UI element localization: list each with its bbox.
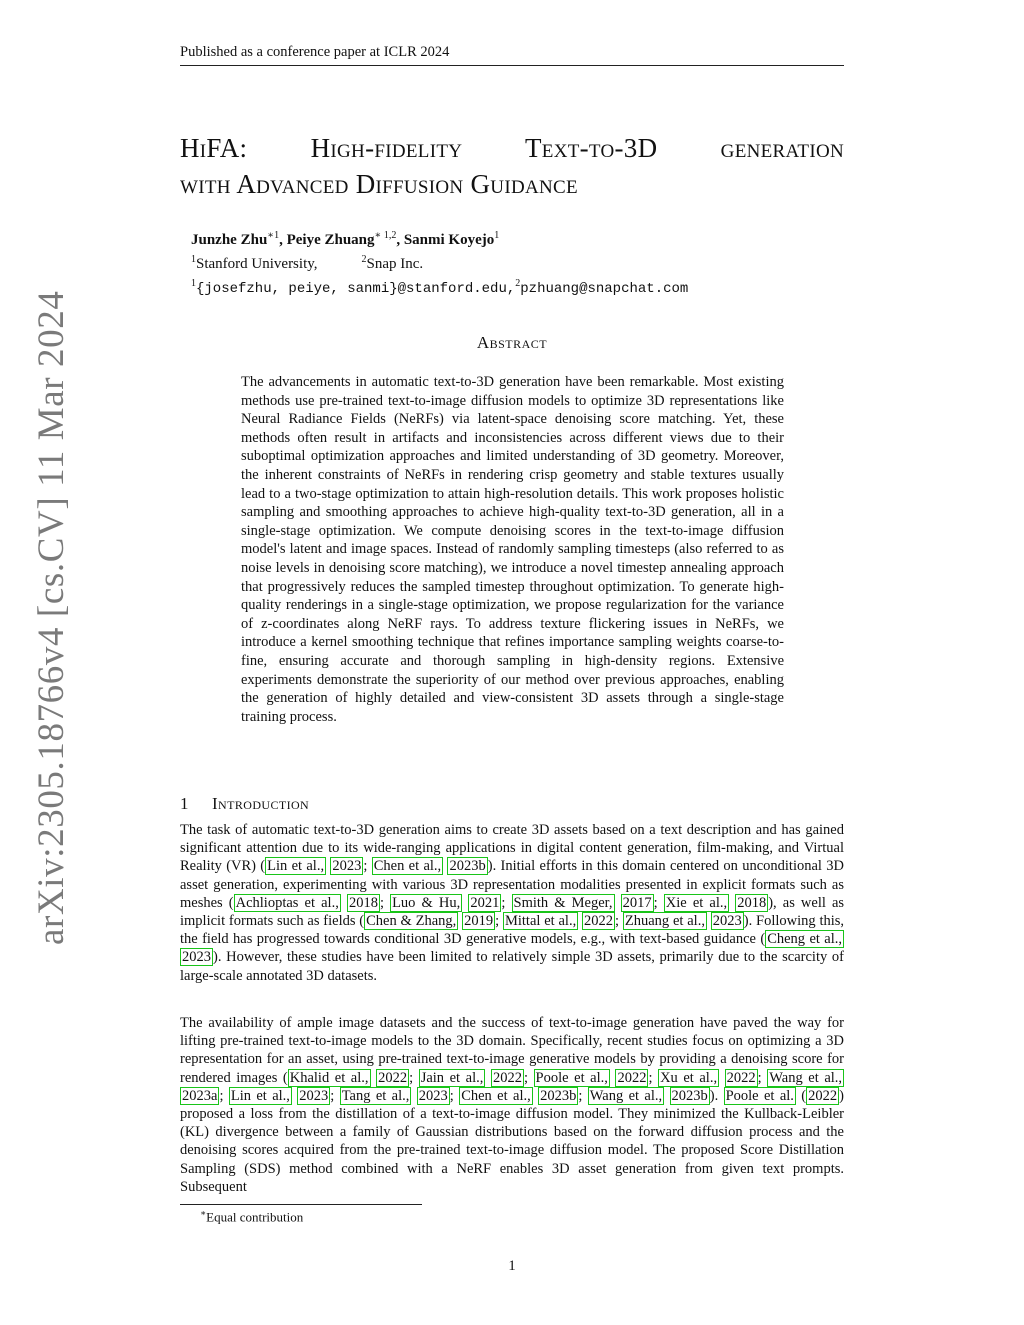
citation-link[interactable]: 2022 [617,1069,647,1086]
emails [191,274,841,299]
aff-2-sup: 2 [361,254,367,265]
footnote-mark: ∗ [200,1208,207,1218]
citation-link[interactable]: 2023 [712,913,742,930]
author-3: Sanmi Koyejo [403,232,495,248]
text-run: ; [363,858,372,875]
author-block [191,226,841,299]
citation-link[interactable]: Chen & Zhang, [366,913,457,930]
citation-link[interactable]: Luo & Hu, [392,894,461,911]
citation-link[interactable]: Lin et al., [230,1087,290,1104]
citation-link[interactable]: Jain et al., [420,1069,484,1086]
author-sep: , [279,232,287,248]
email-1-sup: 1 [191,278,196,289]
author-2: Peiye Zhuang [286,232,375,248]
arxiv-stamp-text: arXiv:2305.18766v4 [cs.CV] 11 Mar 2024 [31,290,72,945]
citation-link[interactable]: 2023b [540,1087,577,1104]
author-1: Junzhe Zhu [191,232,268,248]
citation-link[interactable]: 2023 [182,949,211,966]
citation-link[interactable]: 2017 [622,894,652,911]
intro-paragraph-1 [180,821,844,985]
footnote-rule [180,1204,422,1205]
page-number: 1 [508,1258,516,1274]
text-run: ; [379,894,391,911]
text-run: ; [409,1069,419,1086]
citation-link[interactable]: Chen et al., [373,858,442,875]
text-run: ) proposed a loss from the distillation of a text-to-image diffusion model. They minimized the Kullback-Leibler (KL) divergence between a family of Gaussian distributions based on the forward diffusion process and the denoising scores acquired from the pre-trained text-to-image diffusion model. The proposed Score Distillation Sampling (SDS) method combined with a NeRF enables 3D asset generation from given text prompts. Subsequent [180,1087,844,1195]
text-run: ; [219,1087,229,1104]
title-line-2: with Advanced Diffusion Guidance [180,169,578,199]
text-run: ). [709,1087,724,1104]
text-run: ; [449,1087,460,1104]
text-run: ; [501,894,512,911]
email-1[interactable]: {josefzhu, peiye, sanmi}@stanford.edu, [196,281,516,297]
text-run: ), as well as implicit formats such as fields ( [180,894,845,930]
citation-link[interactable]: 2021 [470,894,500,911]
citation-link[interactable]: Poole et al., [535,1069,608,1086]
text-run: ). However, these studies have been limited to relatively simple 3D assets, primarily due to the scarcity of large-scale annotated 3D datasets. [180,949,844,984]
text-run: ; [757,1069,768,1086]
author-2-sup: ∗ 1,2 [374,230,397,241]
section-heading-introduction [180,794,844,814]
author-3-sup: 1 [494,230,500,241]
citation-link[interactable]: Xu et al., [660,1069,718,1086]
citation-link[interactable]: 2022 [492,1069,522,1086]
citation-link[interactable]: 2018 [348,894,378,911]
arxiv-stamp [30,290,72,945]
affiliation-1: Stanford University, [196,256,318,272]
footnote [200,1208,303,1225]
citation-link[interactable]: Wang et al., [769,1069,843,1086]
citation-link[interactable]: 2023 [332,858,362,875]
footnote-text: Equal contribution [206,1209,304,1225]
citation-link[interactable]: 2022 [726,1069,756,1086]
citation-link[interactable]: 2023b [449,858,486,875]
intro-paragraph-2 [180,1014,844,1196]
text-run: The task of automatic text-to-3D generation aims to create 3D assets based on a text description and has gained significant attention due to its wide-ranging applications in digital content generation, film-making, and Virtual Reality (VR) ( [180,822,844,875]
affiliations [191,250,841,274]
citation-link[interactable]: 2022 [808,1087,838,1104]
text-run: ; [330,1087,340,1104]
text-run: ( [795,1087,807,1104]
email-2-sup: 2 [515,278,521,289]
title-line-1: HiFA: High-fidelity Text-to-3D generation [180,133,844,163]
text-run: ; [615,913,623,930]
citation-link[interactable]: Wang et al., [589,1087,663,1104]
aff-1-sup: 1 [191,254,196,265]
text-run: ; [648,1069,659,1086]
abstract-text: The advancements in automatic text-to-3D generation have been remarkable. Most existing methods use pre-trained text-to-image diffusion models to optimize 3D representations like Neural Radiance Fields (NeRFs) via latent-space denoising score matching. Yet, these methods often result in artifacts and inconsistencies across different views due to their suboptimal optimization approaches and limited understanding of 3D geometry. Moreover, the inherent constraints of NeRFs in rendering crisp geometry and stable textures usually lead to a two-stage optimization to attain high-resolution details. This work proposes holistic sampling and smoothing approaches to achieve high-quality text-to-3D generation, all in a single-stage optimization. We compute denoising scores in the text-to-image diffusion model's latent and image spaces. Instead of randomly sampling timesteps (also referred to as noise levels in denoising score matching), we introduce a novel timestep annealing approach that progressively reduces the sampled timestep throughout optimization. To generate high-quality renderings in a single-stage optimization, we propose regularization for the variance of z-coordinates along NeRF rays. To address texture flickering issues in NeRFs, we introduce a kernel smoothing technique that refines importance sampling weights coarse-to-fine, ensuring accurate and thorough sampling in high-density regions. Extensive experiments demonstrate the superiority of our method over previous approaches, enabling the generation of highly detailed and view-consistent 3D assets through a single-stage training process. [241,374,784,725]
text-run: The availability of ample image datasets and the success of text-to-image generation have paved the way for lifting pre-trained text-to-image models to the 3D domain. Specifically, recent studies focus on optimizing a 3D representation for an asset, using pre-trained text-to-image generative models by providing a denoising score for rendered images ( [180,1015,844,1086]
citation-link[interactable]: Cheng et al., [767,931,842,948]
citation-link[interactable]: Chen et al., [461,1087,531,1104]
citation-link[interactable]: Mittal et al., [504,913,577,930]
citation-link[interactable]: Poole et al. [725,1087,794,1104]
citation-link[interactable]: 2018 [737,894,767,911]
citation-link[interactable]: Tang et al., [341,1087,410,1104]
citation-link[interactable]: Xie et al., [665,894,728,911]
affiliation-2: Snap Inc. [366,256,424,272]
running-head: Published as a conference paper at ICLR 2024 [180,44,844,66]
citation-link[interactable]: 2023 [418,1087,448,1104]
section-number: 1 [180,794,189,813]
citation-link[interactable]: 2023b [671,1087,708,1104]
section-title: Introduction [212,794,310,813]
text-run: ; [578,1087,588,1104]
text-run: ; [495,913,503,930]
text-run: ). Initial efforts in this domain centered on unconditional 3D asset generation, experimenting with various 3D representation modalities presented in explicit formats such as meshes ( [180,858,844,911]
citation-link[interactable]: 2019 [464,913,494,930]
citation-link[interactable]: 2023a [182,1087,218,1104]
text-run: ; [653,894,664,911]
citation-link[interactable]: 2022 [378,1069,408,1086]
citation-link[interactable]: Zhuang et al., [624,913,705,930]
author-1-sup: ∗1 [267,230,280,241]
citation-link[interactable]: 2022 [584,913,614,930]
email-2[interactable]: pzhuang@snapchat.com [520,281,689,297]
author-sep: , [396,232,404,248]
citation-link[interactable]: Lin et al., [267,858,325,875]
citation-link[interactable]: Achlioptas et al., [235,894,339,911]
abstract-heading: Abstract [476,333,548,352]
text-run: ; [523,1069,534,1086]
text-run: ). Following this, the field has progressed towards conditional 3D generative models, e.g., with text-based guidance ( [180,913,845,948]
author-names [191,226,841,250]
citation-link[interactable]: 2023 [299,1087,329,1104]
paper-title [180,130,844,202]
citation-link[interactable]: Smith & Meger, [513,894,613,911]
citation-link[interactable]: Khalid et al., [289,1069,369,1086]
